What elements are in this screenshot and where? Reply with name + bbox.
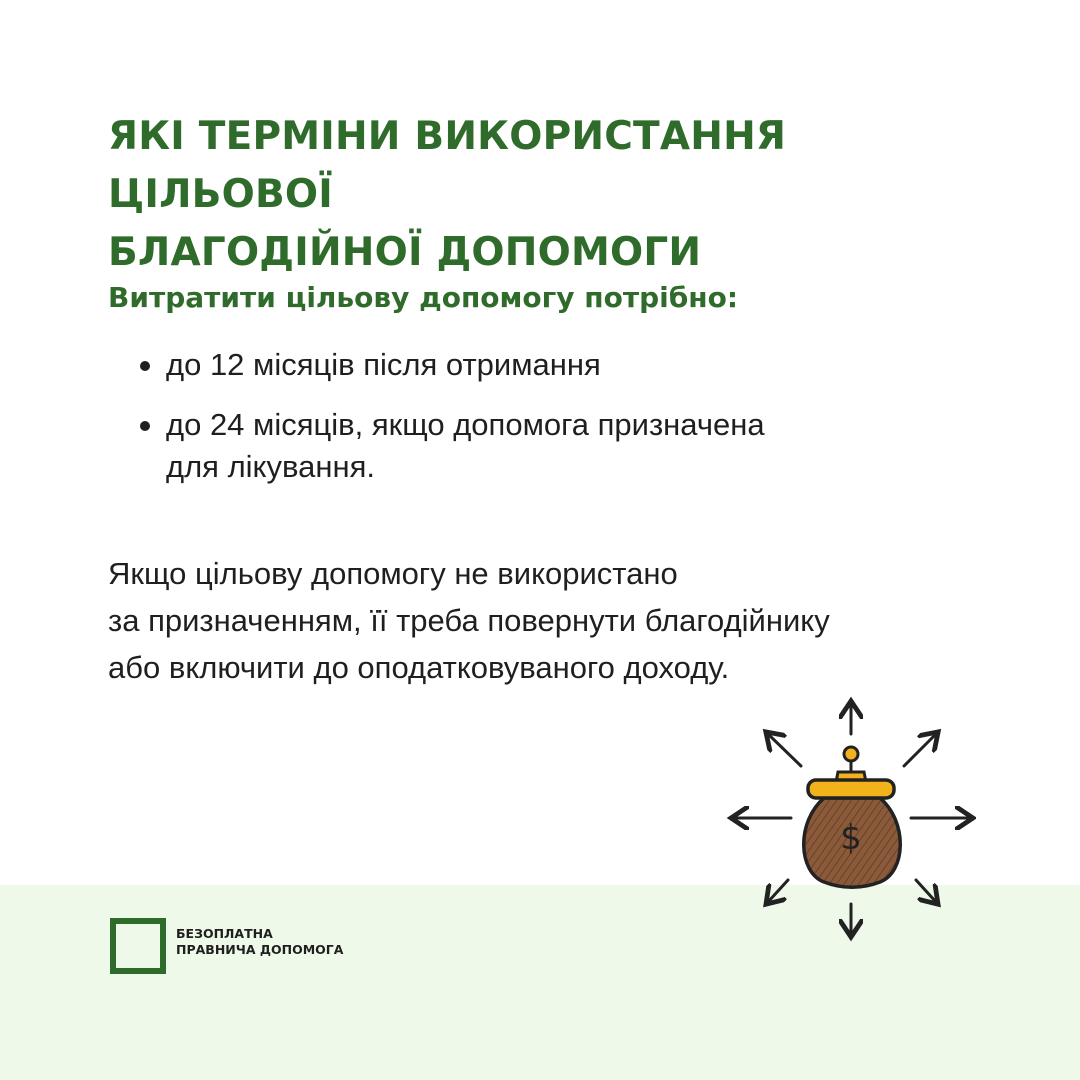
list-item [108, 404, 928, 488]
logo-text [176, 926, 343, 958]
title-line-2: БЛАГОДІЙНОЇ ДОПОМОГИ [108, 230, 702, 275]
logo-right-bracket-icon [138, 918, 166, 974]
section-subtitle: Витратити цільову допомогу потрібно: [108, 281, 739, 314]
list-item-text-continued: для лікування. [166, 449, 375, 484]
logo-text-line-1: БЕЗОПЛАТНА [176, 926, 273, 941]
paragraph-line-2: за призначенням, її треба повернути благодійнику [108, 603, 830, 638]
bullet-icon [140, 421, 150, 431]
list-item-text: до 12 місяців після отримання [166, 347, 601, 382]
list-item-text: до 24 місяців, якщо допомога призначена [166, 407, 765, 442]
paragraph-line-1: Якщо цільову допомогу не використано [108, 556, 678, 591]
dollar-symbol: $ [840, 818, 862, 858]
page-title [108, 108, 1008, 282]
logo-text-line-2: ПРАВНИЧА ДОПОМОГА [176, 942, 344, 957]
deadline-list [108, 344, 928, 506]
logo-left-bracket-icon [110, 918, 138, 974]
info-paragraph [108, 550, 1008, 691]
title-line-1: ЯКІ ТЕРМІНИ ВИКОРИСТАННЯ ЦІЛЬОВОЇ [108, 114, 787, 217]
bullet-icon [140, 361, 150, 371]
list-item [108, 344, 928, 386]
money-bag-icon [726, 696, 976, 946]
paragraph-line-3: або включити до оподатковуваного доходу. [108, 650, 730, 685]
